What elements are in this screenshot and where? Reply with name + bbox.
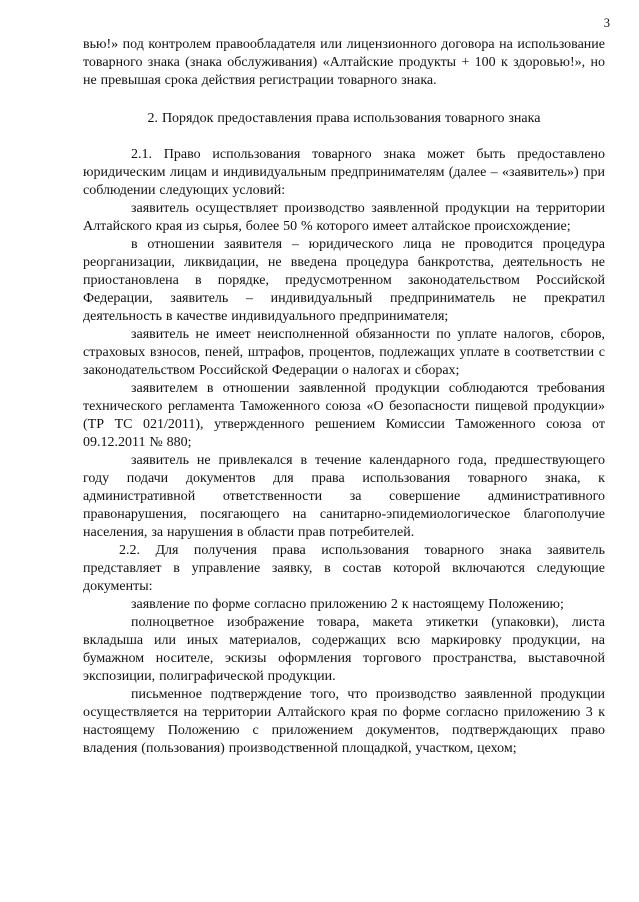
paragraph-2-2: 2.2. Для получения права использования товарного знака заявитель представляет в управление заявку, в состав которой включаются следующие документы: [83,543,605,594]
section-title: 2. Порядок предоставления права использования товарного знака [147,111,541,126]
document-body [83,36,605,758]
condition-production: заявитель осуществляет производство заявленной продукции на территории Алтайского края из сырья, более 50 % которого имеет алтайское происхождение; [83,201,605,234]
document-product-image: полноцветное изображение товара, макета этикетки (упаковки), листа вкладыша или иных материалов, содержащих всю маркировку продукции, на бумажном носителе, эскизы оформления торгового пространства, выставочной экспозиции, полиграфической продукции. [83,615,605,684]
condition-no-reorganization: в отношении заявителя – юридического лица не проводится процедура реорганизации, ликвидации, не введена процедура банкротства, деятельность не приостановлена в порядке, предусмотренном законодательством Российской Федерации, заявитель – индивидуальный предприниматель не прекратил деятельность в качестве индивидуального предпринимателя; [83,237,605,324]
intro-paragraph: вью!» под контролем правообладателя или лицензионного договора на использование товарного знака (знака обслуживания) «Алтайские продукты + 100 к здоровью!», но не превышая срока действия регистрации товарного знака. [83,37,605,88]
paragraph-2-1: 2.1. Право использования товарного знака может быть предоставлено юридическим лицам и индивидуальным предпринимателям (далее – «заявитель») при соблюдении следующих условий: [83,147,605,198]
condition-regulation-compliance: заявителем в отношении заявленной продукции соблюдаются требования технического регламента Таможенного союза «О безопасности пищевой продукции» (ТР ТС 021/2011), утвержденного решением Комиссии Таможенного союза от 09.12.2011 № 880; [83,381,605,450]
page-number: 3 [603,16,610,30]
document-written-confirmation: письменное подтверждение того, что производство заявленной продукции осуществляется на территории Алтайского края по форме согласно приложению 3 к настоящему Положению с приложением документов, подтверждающих право владения (пользования) производственной площадкой, участком, цехом; [83,687,605,756]
document-application-form: заявление по форме согласно приложению 2 к настоящему Положению; [131,597,564,612]
condition-no-tax-debt: заявитель не имеет неисполненной обязанности по уплате налогов, сборов, страховых взносов, пеней, штрафов, процентов, подлежащих уплате в соответствии с законодательством Российской Федерации о налогах и сборах; [83,327,605,378]
condition-no-administrative-liability: заявитель не привлекался в течение календарного года, предшествующего году подачи документов для права использования товарного знака, к административной ответственности за совершение административного правонарушения, посягающего на санитарно-эпидемиологическое благополучие населения, за нарушения в области прав потребителей. [83,453,605,540]
